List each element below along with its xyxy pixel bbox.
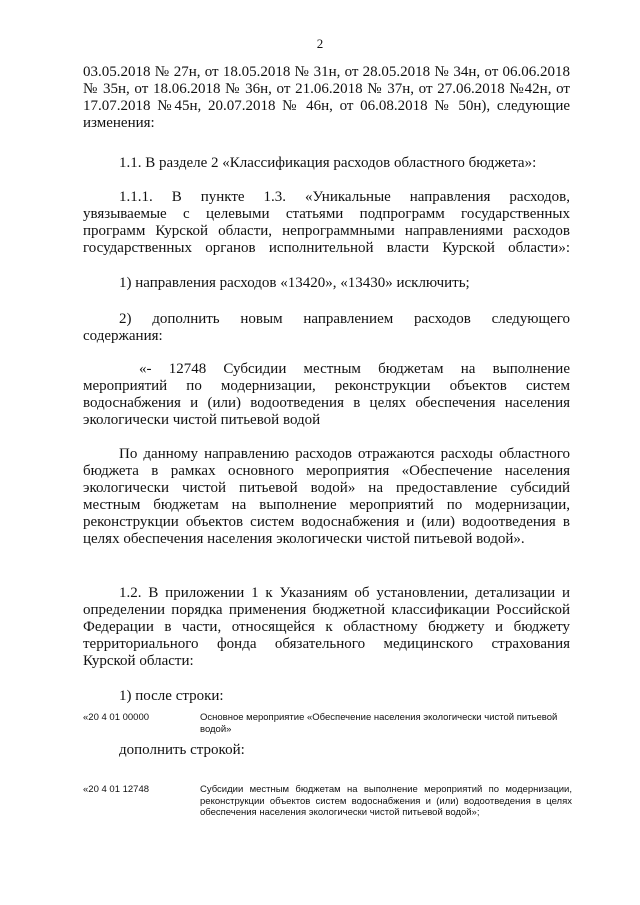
text-line: обеспечения населения экологически чистой питьевой водой»; — [200, 807, 480, 818]
add-row-label — [83, 742, 570, 759]
text-line: 1.2. В приложении 1 к Указаниям об установлении, детализации и — [119, 585, 570, 601]
row-code: «20 4 01 12748 — [83, 784, 150, 795]
after-row-label — [83, 688, 570, 705]
direction-note — [83, 446, 570, 548]
text-line: экологически чистой питьевой водой» на предоставление субсидий — [83, 480, 570, 496]
sub-item-2 — [83, 311, 570, 345]
text-line: программ Курской области, непрограммными направлениями расходов — [83, 223, 570, 239]
text-line: 1.1. В разделе 2 «Классификация расходов областного бюджета»: — [119, 155, 537, 171]
intro-paragraph — [83, 64, 570, 132]
text-line: содержания: — [83, 328, 163, 344]
text-line: мероприятий по модернизации, реконструкции объектов систем — [83, 378, 570, 394]
text-line: государственных органов исполнительной власти Курской области»: — [83, 240, 570, 256]
text-line: местным бюджетам на выполнение мероприятий по модернизации, — [83, 497, 570, 513]
section-1-1-1-paragraph — [83, 189, 570, 257]
sub-item-1 — [83, 275, 570, 292]
text-line: изменения: — [83, 115, 155, 131]
text-line: дополнить строкой: — [119, 742, 245, 758]
text-line: 1.1.1. В пункте 1.3. «Уникальные направления расходов, — [119, 189, 570, 205]
text-line: 2) дополнить новым направлением расходов следующего — [119, 311, 570, 327]
text-line: Курской области: — [83, 653, 194, 669]
row-description — [200, 712, 572, 735]
text-line: территориального фонда обязательного медицинского страхования — [83, 636, 570, 652]
text-line: водой» — [200, 723, 232, 735]
text-line: 03.05.2018 № 27н, от 18.05.2018 № 31н, от 28.05.2018 № 34н, от 06.06.2018 — [83, 64, 570, 80]
text-line: водоснабжения и (или) водоотведения в целях обеспечения населения — [83, 395, 570, 411]
row-description — [200, 784, 572, 819]
text-line: реконструкции объектов систем водоснабжения и (или) водоотведения в целях — [200, 795, 572, 807]
page-number: 2 — [316, 36, 324, 51]
section-1-2-paragraph — [83, 585, 570, 670]
text-line: «- 12748 Субсидии местным бюджетам на выполнение — [139, 361, 570, 377]
text-line: реконструкции объектов систем водоснабжения и (или) водоотведения в — [83, 514, 570, 530]
text-line: Субсидии местным бюджетам на выполнение мероприятий по модернизации, — [200, 784, 572, 795]
text-line: Основное мероприятие «Обеспечение населения экологически чистой питьевой — [200, 712, 558, 723]
text-line: 1) после строки: — [119, 688, 224, 704]
section-1-1-heading — [83, 155, 570, 172]
text-line: 17.07.2018 №45н, 20.07.2018 № 46н, от 06.08.2018 № 50н), следующие — [83, 98, 570, 114]
text-line: целях обеспечения населения экологически чистой питьевой водой». — [83, 531, 525, 547]
text-line: Федерации в части, относящейся к областному бюджету и бюджету — [83, 619, 570, 635]
text-line: увязываемые с целевыми статьями подпрограмм государственных — [83, 206, 570, 222]
text-line: бюджета в рамках основного мероприятия «Обеспечение населения — [83, 463, 570, 479]
text-line: определении порядка применения бюджетной классификации Российской — [83, 602, 570, 618]
text-line: № 35н, от 18.06.2018 № 36н, от 21.06.2018 № 37н, от 27.06.2018 №42н, от — [83, 81, 570, 97]
text-line: экологически чистой питьевой водой — [83, 412, 321, 428]
text-line: По данному направлению расходов отражаются расходы областного — [119, 446, 570, 462]
row-code: «20 4 01 00000 — [83, 712, 150, 723]
new-direction-text — [83, 361, 570, 429]
text-line: 1) направления расходов «13420», «13430» исключить; — [119, 275, 470, 291]
